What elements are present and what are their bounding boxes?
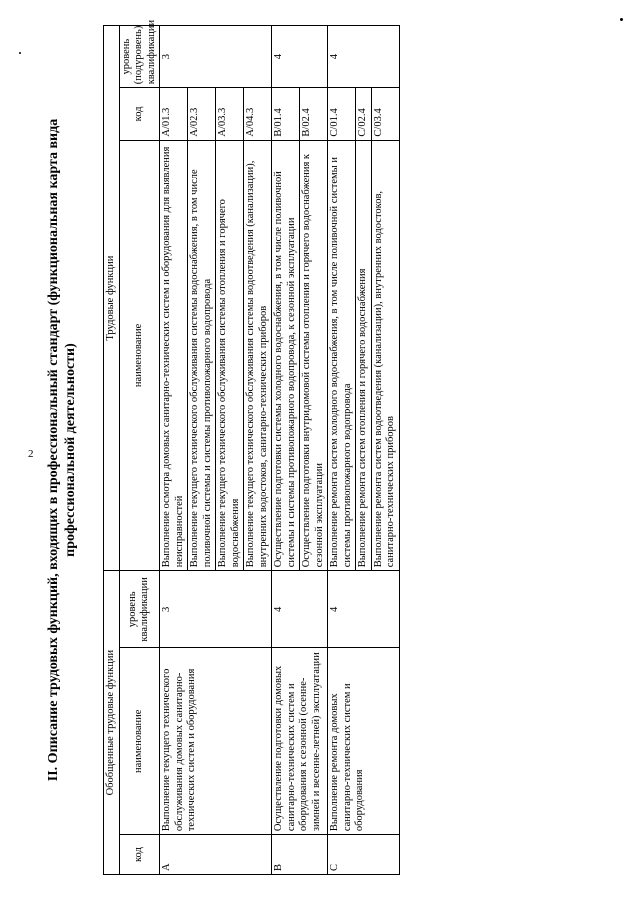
tf-name: Осуществление подготовки системы холодного водоснабжения, в том числе поливочной системы и системы противопожарного водопровода, к сезонной эксплуатации — [272, 140, 300, 571]
tf-name: Выполнение ремонта систем водоотведения (канализации), внутренних водостоков, санитарно-технических приборов — [371, 140, 399, 571]
tf-name: Выполнение ремонта систем отопления и горячего водоснабжения — [356, 140, 372, 571]
col-code-header: код — [119, 835, 160, 875]
col-tf-name-header: наименование — [119, 140, 160, 571]
tf-level: 3 — [160, 26, 272, 88]
tf-name: Выполнение текущего технического обслуживания системы отопления и горячего водоснабжения — [216, 140, 244, 571]
table-row — [272, 26, 300, 875]
tf-code: B/01.4 — [272, 88, 300, 140]
table-row — [160, 26, 188, 875]
gtf-level: 4 — [328, 571, 400, 648]
tf-code: A/04.3 — [244, 88, 272, 140]
tf-level: 4 — [328, 26, 400, 88]
tf-name: Выполнение осмотра домовых санитарно-технических систем и оборудования для выявления неисправностей — [160, 140, 188, 571]
tf-code: C/03.4 — [371, 88, 399, 140]
tf-level: 4 — [272, 26, 328, 88]
tf-code: A/03.3 — [216, 88, 244, 140]
col-tf-level-header: уровень (подуровень) квалификации — [119, 26, 160, 88]
gtf-level: 4 — [272, 571, 328, 648]
gtf-name: Выполнение текущего технического обслуживания домовых санитарно-технических систем и оборудования — [160, 648, 272, 835]
tf-name: Выполнение текущего технического обслуживания системы водоснабжения, в том числе поливочной системы и системы противопожарного водопровода — [188, 140, 216, 571]
page-number: 2 — [28, 448, 34, 460]
tf-code: A/02.3 — [188, 88, 216, 140]
scan-dot — [620, 18, 623, 21]
tf-name: Выполнение текущего технического обслуживания системы водоотведения (канализации), внутренних водостоков, санитарно-технических приборов — [244, 140, 272, 571]
section-heading: II. Описание трудовых функций, входящих в профессиональный стандарт (функциональная карта вида профессиональной деятельности) — [46, 118, 78, 782]
gtf-level: 3 — [160, 571, 272, 648]
tf-name: Осуществление подготовки внутридомовой системы отопления и горячего водоснабжения к сезонной эксплуатации — [300, 140, 328, 571]
col-tf-code-header: код — [119, 88, 160, 140]
gtf-code: C — [328, 835, 400, 875]
table-row — [328, 26, 356, 875]
header-row-group — [104, 26, 120, 875]
rotated-page-content — [45, 19, 575, 875]
gtf-code: A — [160, 835, 272, 875]
col-name-header: наименование — [119, 648, 160, 835]
tf-name: Выполнение ремонта систем холодного водоснабжения, в том числе поливочной системы и системы противопожарного водопровода — [328, 140, 356, 571]
scan-dot — [19, 52, 21, 54]
gtf-code: B — [272, 835, 328, 875]
gtf-name: Осуществление подготовки домовых санитарно-технических систем и оборудования к сезонной (осенне-зимней и весенне-летней) эксплуатации — [272, 648, 328, 835]
labor-functions-header: Трудовые функции — [104, 26, 120, 571]
header-row-columns — [119, 26, 160, 875]
tf-code: B/02.4 — [300, 88, 328, 140]
tf-code: C/01.4 — [328, 88, 356, 140]
functional-map-table — [103, 19, 400, 875]
col-level-header: уровень квалификации — [119, 571, 160, 648]
generalized-functions-header: Обобщенные трудовые функции — [104, 571, 120, 875]
tf-code: C/02.4 — [356, 88, 372, 140]
tf-code: A/01.3 — [160, 88, 188, 140]
gtf-name: Выполнение ремонта домовых санитарно-технических систем и оборудования — [328, 648, 400, 835]
